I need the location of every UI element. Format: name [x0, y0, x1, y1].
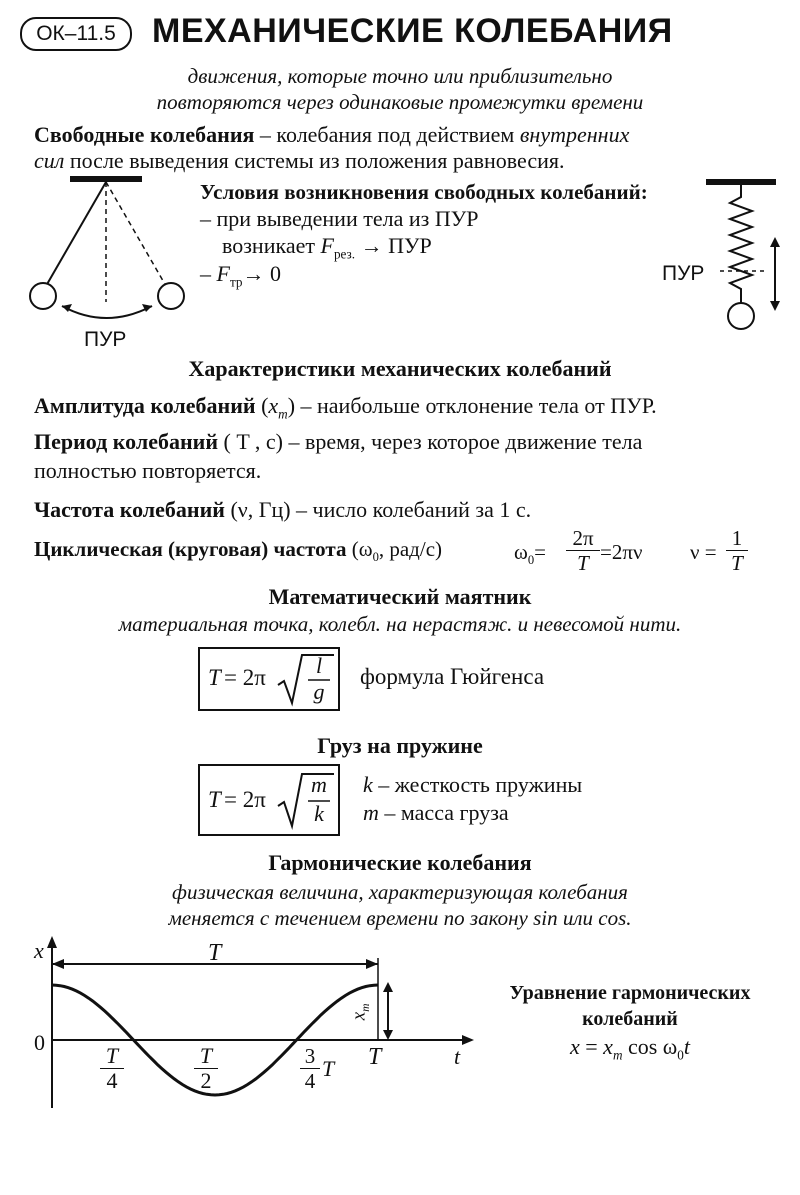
eq-xm-sub: m	[612, 1047, 623, 1063]
friction-force: F	[216, 261, 230, 286]
period-arrow-right	[366, 959, 378, 969]
graph-x-label: x	[34, 938, 44, 963]
eq-omega: ω	[662, 1034, 678, 1059]
harmonic-desc-1: физическая величина, характеризующая колебания	[172, 880, 628, 904]
free-text-1-italic: внутренних	[519, 122, 630, 147]
free-dash: –	[259, 122, 271, 147]
spring-den: k	[314, 801, 324, 826]
graph-amp-symbol: x	[348, 1011, 370, 1021]
cyclic-symbol-b: , рад/с)	[378, 537, 443, 561]
harmonic-title: Гармонические колебания	[268, 850, 532, 875]
page-title: МЕХАНИЧЕСКИЕ КОЛЕБАНИЯ	[152, 12, 673, 50]
conditions-arises: возникает	[222, 233, 315, 258]
spring-num: m	[311, 772, 327, 797]
graph-period-label: T	[208, 940, 222, 966]
free-text-1: колебания под действием	[276, 122, 515, 147]
conditions-item-1-line-2	[222, 233, 432, 262]
frequency-row	[34, 497, 531, 523]
pendulum-bob-left	[30, 283, 56, 309]
friction-rest: → 0	[242, 261, 281, 286]
formula-num: 2π	[566, 526, 600, 551]
code-badge	[20, 17, 132, 51]
conditions-force-sub: рез.	[333, 246, 356, 262]
cyclic-symbol-a: (ω	[351, 537, 373, 561]
eq-xm: x	[603, 1034, 613, 1059]
amplitude-text: – наибольше отклонение тела от ПУР.	[300, 393, 657, 418]
free-oscillations-line-2	[34, 148, 564, 174]
formula-den-2: T	[731, 551, 743, 575]
harmonic-graph	[20, 932, 480, 1112]
spring-coil	[730, 185, 752, 303]
period-row-2: полностью повторяется.	[34, 458, 262, 483]
definition-line-2: повторяются через одинаковые промежутки времени	[156, 90, 644, 114]
pendulum-thread-left	[46, 182, 106, 286]
graph-origin: 0	[34, 1030, 45, 1055]
free-term: Свободные колебания	[34, 122, 255, 147]
cyclic-sub: 0	[372, 550, 379, 565]
huygens-T: T	[208, 665, 221, 690]
pendulum-swing-arc	[62, 306, 152, 318]
spring-k-text: – жесткость пружины	[378, 772, 583, 797]
graph-amp-label	[348, 1004, 372, 1021]
tick-half-num: T	[194, 1044, 218, 1069]
harmonic-desc-2: меняется с течением времени по закону sin или cos.	[168, 906, 632, 930]
conditions-item-2	[200, 261, 281, 290]
spring-eq: = 2π	[224, 787, 266, 812]
tick-full: T	[368, 1044, 382, 1070]
formula-num-2: 1	[726, 526, 748, 551]
tick-three-quarter-den: 4	[304, 1069, 316, 1093]
amplitude-term: Амплитуда колебаний	[34, 393, 256, 418]
pendulum-label: ПУР	[84, 328, 127, 351]
spring-load	[728, 303, 754, 329]
spring-m-row	[363, 800, 509, 826]
equation-title-2: колебаний	[582, 1008, 678, 1030]
eq-cos: cos	[627, 1034, 658, 1059]
formula-eq2: =2πν	[600, 540, 643, 564]
formula-omega-sub: 0	[527, 553, 535, 568]
amplitude-sub: m	[278, 406, 288, 422]
spring-m-symbol: m	[363, 800, 379, 825]
spring-m-text: – масса груза	[384, 800, 509, 825]
tick-three-quarter-T: T	[322, 1056, 335, 1081]
graph-amp-sub: m	[360, 1003, 373, 1012]
formula-omega: ω	[514, 540, 528, 564]
free-text-2: после выведения системы из положения равновесия.	[69, 148, 565, 173]
amplitude-row	[34, 393, 657, 422]
spring-k-symbol: k	[363, 772, 373, 797]
huygens-eq: = 2π	[224, 665, 266, 690]
spring-T: T	[208, 787, 221, 812]
x-axis-arrow	[47, 936, 57, 948]
conditions-force: F	[320, 233, 334, 258]
spring-arrow-up	[770, 237, 780, 247]
period-row-1	[34, 429, 642, 455]
formula-nu: ν =	[690, 540, 717, 564]
characteristics-title: Характеристики механических колебаний	[188, 356, 612, 381]
tick-quarter	[100, 1044, 124, 1093]
spring-k-row	[363, 772, 582, 798]
period-term: Период колебаний	[34, 429, 219, 454]
amplitude-symbol: x	[268, 393, 279, 418]
frequency-text: – число колебаний за 1 с.	[296, 497, 532, 522]
pendulum-thread-right	[106, 182, 166, 286]
math-pendulum-desc: материальная точка, колебл. на нерастяж. и невесомой нити.	[118, 612, 682, 636]
huygens-name: формула Гюйгенса	[360, 664, 545, 689]
huygens-den: g	[313, 679, 325, 704]
conditions-title: Условия возникновения свободных колебаний:	[200, 180, 648, 204]
huygens-num: l	[315, 653, 323, 678]
graph-t-label: t	[454, 1044, 461, 1069]
eq-t: t	[683, 1034, 690, 1059]
amplitude-arrow-down	[383, 1030, 393, 1040]
pendulum-ceiling	[70, 176, 142, 182]
tick-quarter-den: 4	[106, 1068, 118, 1093]
formula-den: T	[577, 551, 589, 575]
frequency-term: Частота колебаний	[34, 497, 225, 522]
period-text-1: – время, через которое движение тела	[288, 429, 643, 454]
amplitude-open: (	[261, 393, 269, 418]
huygens-formula-box	[198, 647, 340, 711]
spring-label: ПУР	[662, 262, 705, 285]
eq-omega-sub: 0	[677, 1047, 684, 1063]
spring-diagram	[700, 175, 790, 345]
tick-quarter-num: T	[100, 1044, 124, 1069]
conditions-dash-2: –	[200, 261, 211, 286]
period-symbol: ( T , с)	[223, 429, 283, 454]
spring-load-title: Груз на пружине	[317, 733, 483, 758]
frequency-symbol: (ν, Гц)	[230, 497, 291, 522]
spring-ceiling	[706, 179, 776, 185]
cyclic-term: Циклическая (круговая) частота	[34, 537, 347, 561]
equation-formula	[470, 1034, 790, 1063]
cyclic-row	[34, 537, 442, 565]
spring-formula-box	[198, 764, 340, 836]
pendulum-bob-right	[158, 283, 184, 309]
math-pendulum-title: Математический маятник	[268, 584, 532, 609]
amplitude-close: )	[287, 393, 296, 418]
conditions-to-pur: → ПУР	[360, 233, 432, 258]
period-arrow-left	[52, 959, 64, 969]
conditions-item-1-line-1: – при выведении тела из ПУР	[200, 206, 479, 231]
formula-eq: =	[534, 540, 546, 564]
friction-sub: тр	[229, 274, 243, 290]
tick-half	[194, 1044, 218, 1093]
tick-three-quarter	[300, 1044, 320, 1093]
eq-x: x	[569, 1034, 580, 1059]
definition-line-1: движения, которые точно или приблизительно	[187, 64, 613, 88]
free-oscillations-line-1	[34, 122, 629, 148]
tick-half-den: 2	[200, 1068, 212, 1093]
equation-title-1: Уравнение гармонических	[509, 982, 751, 1004]
code-label: ОК–11.5	[36, 22, 116, 45]
spring-arrow-down	[770, 301, 780, 311]
eq-equals: =	[585, 1034, 598, 1059]
amplitude-arrow-up	[383, 982, 393, 992]
tick-three-quarter-num: 3	[300, 1044, 320, 1069]
free-text-2-italic: сил	[34, 148, 65, 173]
